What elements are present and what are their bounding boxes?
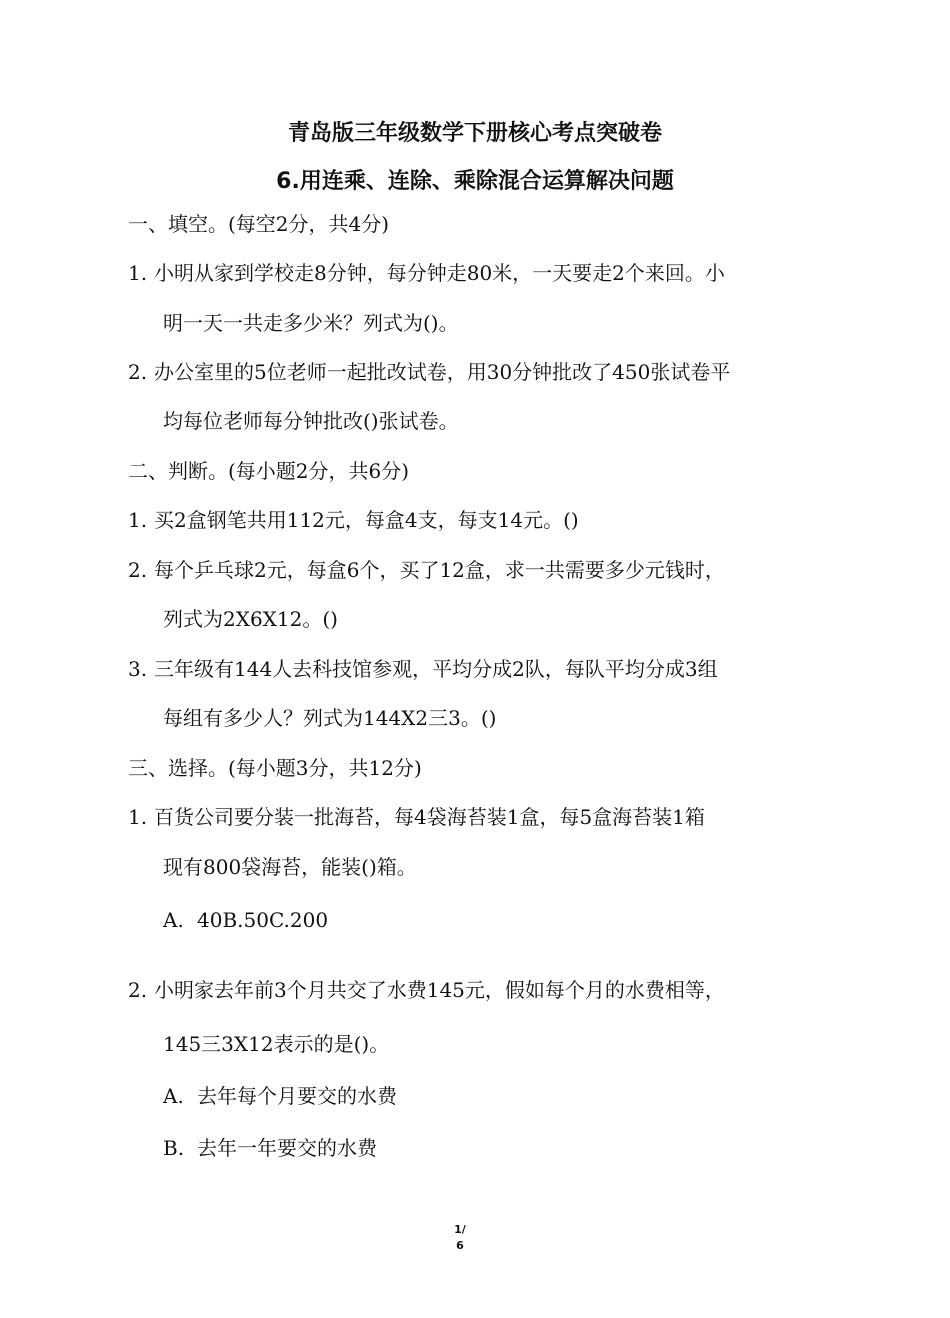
section-heading-choice: 三、选择。(每小题3分，共12分) bbox=[128, 756, 422, 780]
page-number bbox=[440, 1222, 480, 1254]
question-line bbox=[128, 506, 579, 534]
answer-option bbox=[163, 1134, 377, 1162]
question-continuation: 均每位老师每分钟批改()张试卷。 bbox=[163, 409, 459, 433]
question-text: 小明从家到学校走8分钟，每分钟走80米，一天要走2个来回。小 bbox=[154, 261, 725, 285]
question-line bbox=[128, 976, 725, 1004]
question-text: 百货公司要分装一批海苔，每4袋海苔装1盒，每5盒海苔装1箱 bbox=[154, 805, 705, 829]
option-label: A. bbox=[163, 908, 184, 932]
question-text: 买2盒钢笔共用112元，每盒4支，每支14元。() bbox=[154, 508, 579, 532]
question-continuation: 145三3X12表示的是()。 bbox=[163, 1032, 390, 1056]
question-text: 每个乒乓球2元，每盒6个，买了12盒，求一共需要多少元钱时， bbox=[154, 558, 725, 582]
question-text: 办公室里的5位老师一起批改试卷，用30分钟批改了450张试卷平 bbox=[154, 360, 731, 384]
question-number: 3. bbox=[128, 657, 148, 681]
option-text: 去年每个月要交的水费 bbox=[197, 1084, 397, 1108]
question-continuation: 现有800袋海苔，能装()箱。 bbox=[163, 855, 417, 879]
question-number: 2. bbox=[128, 360, 148, 384]
question-line bbox=[128, 556, 725, 584]
question-line bbox=[128, 655, 718, 683]
question-continuation: 每组有多少人？列式为144X2三3。() bbox=[163, 706, 497, 730]
document-subtitle: 6.用连乘、连除、乘除混合运算解决问题 bbox=[276, 169, 674, 194]
document-title: 青岛版三年级数学下册核心考点突破卷 bbox=[287, 121, 662, 146]
question-number: 2. bbox=[128, 558, 148, 582]
page-number-total: 6 bbox=[456, 1239, 464, 1252]
question-text: 小明家去年前3个月共交了水费145元，假如每个月的水费相等， bbox=[154, 978, 725, 1002]
question-line bbox=[128, 358, 730, 386]
option-label: A. bbox=[163, 1084, 184, 1108]
question-number: 2. bbox=[128, 978, 148, 1002]
section-heading-fill-blank: 一、填空。(每空2分，共4分) bbox=[128, 212, 390, 236]
option-label: B. bbox=[163, 1136, 185, 1160]
question-text: 三年级有144人去科技馆参观，平均分成2队，每队平均分成3组 bbox=[154, 657, 718, 681]
question-continuation: 列式为2X6X12。() bbox=[163, 607, 338, 631]
section-heading-judgement: 二、判断。(每小题2分，共6分) bbox=[128, 459, 410, 483]
question-line bbox=[128, 803, 705, 831]
option-text: 40B.50C.200 bbox=[197, 908, 329, 932]
question-number: 1. bbox=[128, 261, 148, 285]
page-number-current: 1/ bbox=[454, 1223, 466, 1236]
question-number: 1. bbox=[128, 508, 148, 532]
question-continuation: 明一天一共走多少米？列式为()。 bbox=[163, 311, 459, 335]
answer-option bbox=[163, 1082, 397, 1110]
question-line bbox=[128, 259, 725, 287]
answer-option bbox=[163, 906, 328, 934]
option-text: 去年一年要交的水费 bbox=[197, 1136, 377, 1160]
question-number: 1. bbox=[128, 805, 148, 829]
